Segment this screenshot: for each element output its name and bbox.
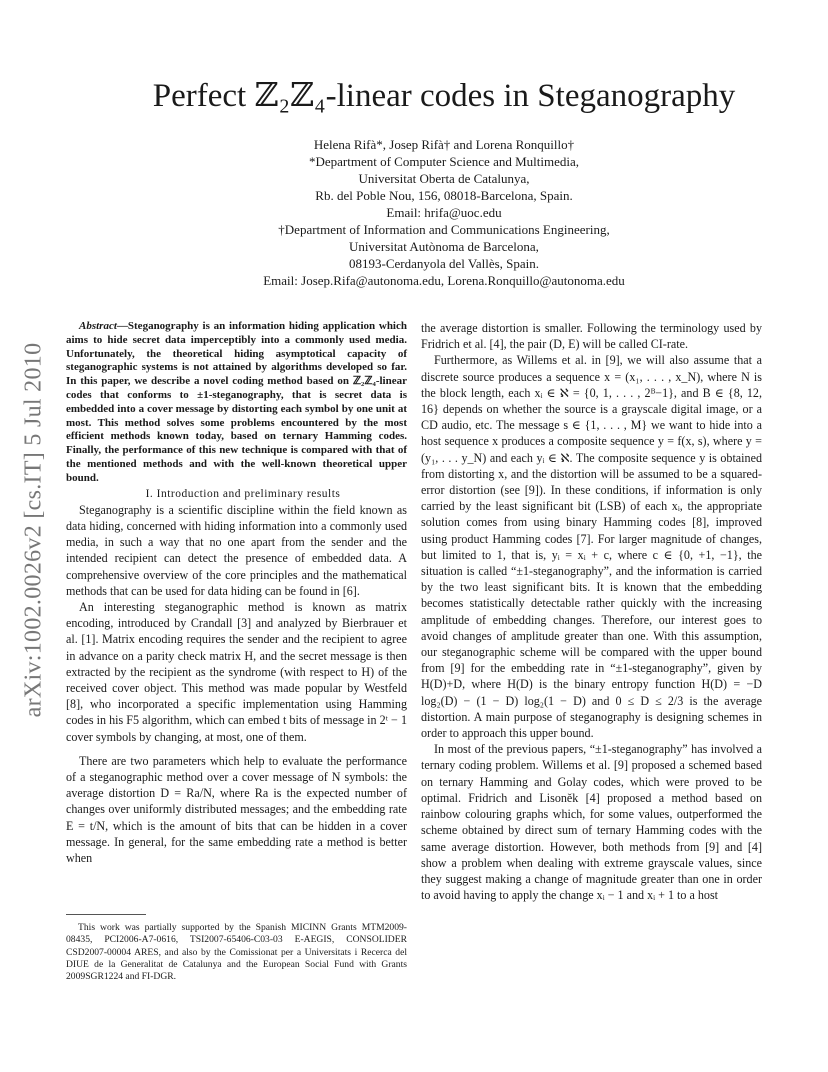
paragraph-matrix-encoding: An interesting steganographic method is known as matrix encoding, introduced by Crandall [3] and analyzed by Bierbrauer et al. [1]. Matrix encoding requires the sender and the recipient to agree in advance on a parity check matrix H, and the secret message is then extracted by the recipient as the syndrome (with respect to H) of the received cover object. This method was made popular by Westfeld [8], who incorporated a specific implementation using Hamming codes in his F5 algorithm, which can embed t bits of message in 2ᵗ − 1 cover symbols by changing, at most, one of them. xyxy=(66,599,407,744)
author-block xyxy=(60,136,828,289)
affiliation-1-line-2: Universitat Oberta de Catalunya, xyxy=(358,171,530,186)
footnote-rule xyxy=(66,914,146,915)
affiliation-2-line-1: †Department of Information and Communications Engineering, xyxy=(278,222,610,237)
affiliation-1-line-1: *Department of Computer Science and Multimedia, xyxy=(308,154,580,169)
arxiv-stamp xyxy=(12,320,56,740)
paragraph-ci-rate: the average distortion is smaller. Following the terminology used by Fridrich et al. [4], the pair (D, E) will be called CI-rate. xyxy=(421,321,762,352)
section-heading-introduction: I. Introduction and preliminary results xyxy=(145,487,341,500)
right-column xyxy=(421,320,762,903)
abstract-label: Abstract xyxy=(79,320,117,332)
affiliation-1-email: Email: hrifa@uoc.edu xyxy=(386,205,502,220)
author-names: Helena Rifà*, Josep Rifà† and Lorena Ronquillo† xyxy=(313,137,575,152)
paper-title: Perfect ℤ₂ℤ₄-linear codes in Steganography xyxy=(152,78,736,114)
abstract-text: —Steganography is an information hiding application which aims to hide secret data imperceptibly into a commonly used media. Unfortunately, the theoretical hiding asymptotical capacity of steganographic systems is not attained by algorithms developed so far. In this paper, we describe a novel coding method based on ℤ₂ℤ₄-linear codes that conforms to ±1-steganography, that is secret data is embedded into a cover message by distorting each symbol by one unit at most. This method solves some problems encountered by the most efficient methods known today, based on ternary Hamming codes. Finally, the performance of this new technique is compared with that of the mentioned methods and with the well-known theoretical upper bound. xyxy=(66,320,407,484)
arxiv-identifier: arXiv:1002.0026v2 [cs.IT] 5 Jul 2010 xyxy=(20,342,47,718)
paragraph-previous-work: In most of the previous papers, “±1-steganography” has involved a ternary coding problem. Willems et al. [9] proposed a schemed based on ternary Hamming and Golay codes, which were proved to be optimal. Fridrich and Lisoněk [4] proposed a method based on rainbow colouring graphs which, for some values, outperformed the scheme obtained by direct sum of ternary Hamming codes with the same average distortion. However, both methods from [9] and [4] show a problem when dealing with extreme grayscale values, since they suggest making a change of magnitude greater than one in order to avoid having to apply the change xᵢ − 1 and xᵢ + 1 to a host xyxy=(421,742,762,903)
abstract xyxy=(66,320,407,486)
affiliation-2-line-3: 08193-Cerdanyola del Vallès, Spain. xyxy=(348,256,540,271)
affiliation-2-line-2: Universitat Autònoma de Barcelona, xyxy=(349,239,539,254)
affiliation-1-line-3: Rb. del Poble Nou, 156, 08018-Barcelona, Spain. xyxy=(315,188,573,203)
left-column xyxy=(66,320,407,866)
affiliation-2-email: Email: Josep.Rifa@autonoma.edu, Lorena.Ronquillo@autonoma.edu xyxy=(263,273,625,288)
paragraph-source-model: Furthermore, as Willems et al. in [9], we will also assume that a discrete source produces a sequence x = (x₁, . . . , x_N), where N is the block length, each xᵢ ∈ ℵ = {0, 1, . . . , 2ᴮ−1}, and B ∈ {8, 12, 16} depends on whether the source is a grayscale digital image, or a CD audio, etc. The message s ∈ {1, . . . , M} we want to hide into a host sequence x produces a composite sequence y = f(x, s), where y = (y₁, . . . y_N) and each yᵢ ∈ ℵ. The composite sequence y is obtained from distorting x, and the distortion will be assumed to be a squared-error distortion (see [9]). In these conditions, if information is only carried by the least significant bit (LSB) of each xᵢ, the appropriate solution comes from using binary Hamming codes [8], improved using product Hamming codes [7]. For larger magnitude of changes, but limited to 1, that is, yᵢ = xᵢ + c, where c ∈ {0, +1, −1}, the situation is called “±1-steganography”, and the information is carried by the two least significant bits. It is known that the embedding becomes statistically detectable rather quickly with the increasing amplitude of embedding changes. Therefore, our interest goes to avoid changes of amplitude greater than one. With this assumption, our steganographic scheme will be compared with the upper bound from [9] for the embedding rate in “±1-steganography”, given by H(D)+D, where H(D) is the binary entropy function H(D) = −D log₂(D) − (1 − D) log₂(1 − D) and 0 ≤ D ≤ 2/3 is the average distortion. A main purpose of steganography is designing schemes in order to approach this upper bound. xyxy=(421,353,762,741)
paragraph-steganography: Steganography is a scientific discipline within the field known as data hiding, concerned with hiding information into a commonly used media, in such a way that no one apart from the sender and the intended recipient can detect the presence of embedded data. A comprehensive overview of the core principles and the mathematical methods that can be used for data hiding can be found in [6]. xyxy=(66,502,407,598)
paragraph-gap xyxy=(66,745,407,753)
funding-footnote: This work was partially supported by the Spanish MICINN Grants MTM2009-08435, PCI2006-A7-0616, TSI2007-65406-C03-03 E-AEGIS, CONSOLIDER CSD2007-00004 ARES, and also by the Comissionat per a Universitats i Recerca del DIUE de la Generalitat de Catalunya and the European Social Fund with Grants 2009SGR1224 and FI-DGR. xyxy=(66,922,407,983)
paragraph-parameters: There are two parameters which help to evaluate the performance of a steganographic method over a cover message of N symbols: the average distortion D = Ra/N, where Ra is the expected number of changes over uniformly distributed messages; and the embedding rate E = t/N, which is the amount of bits that can be hidden in a cover message. In general, for the same embedding rate a method is better when xyxy=(66,753,407,866)
